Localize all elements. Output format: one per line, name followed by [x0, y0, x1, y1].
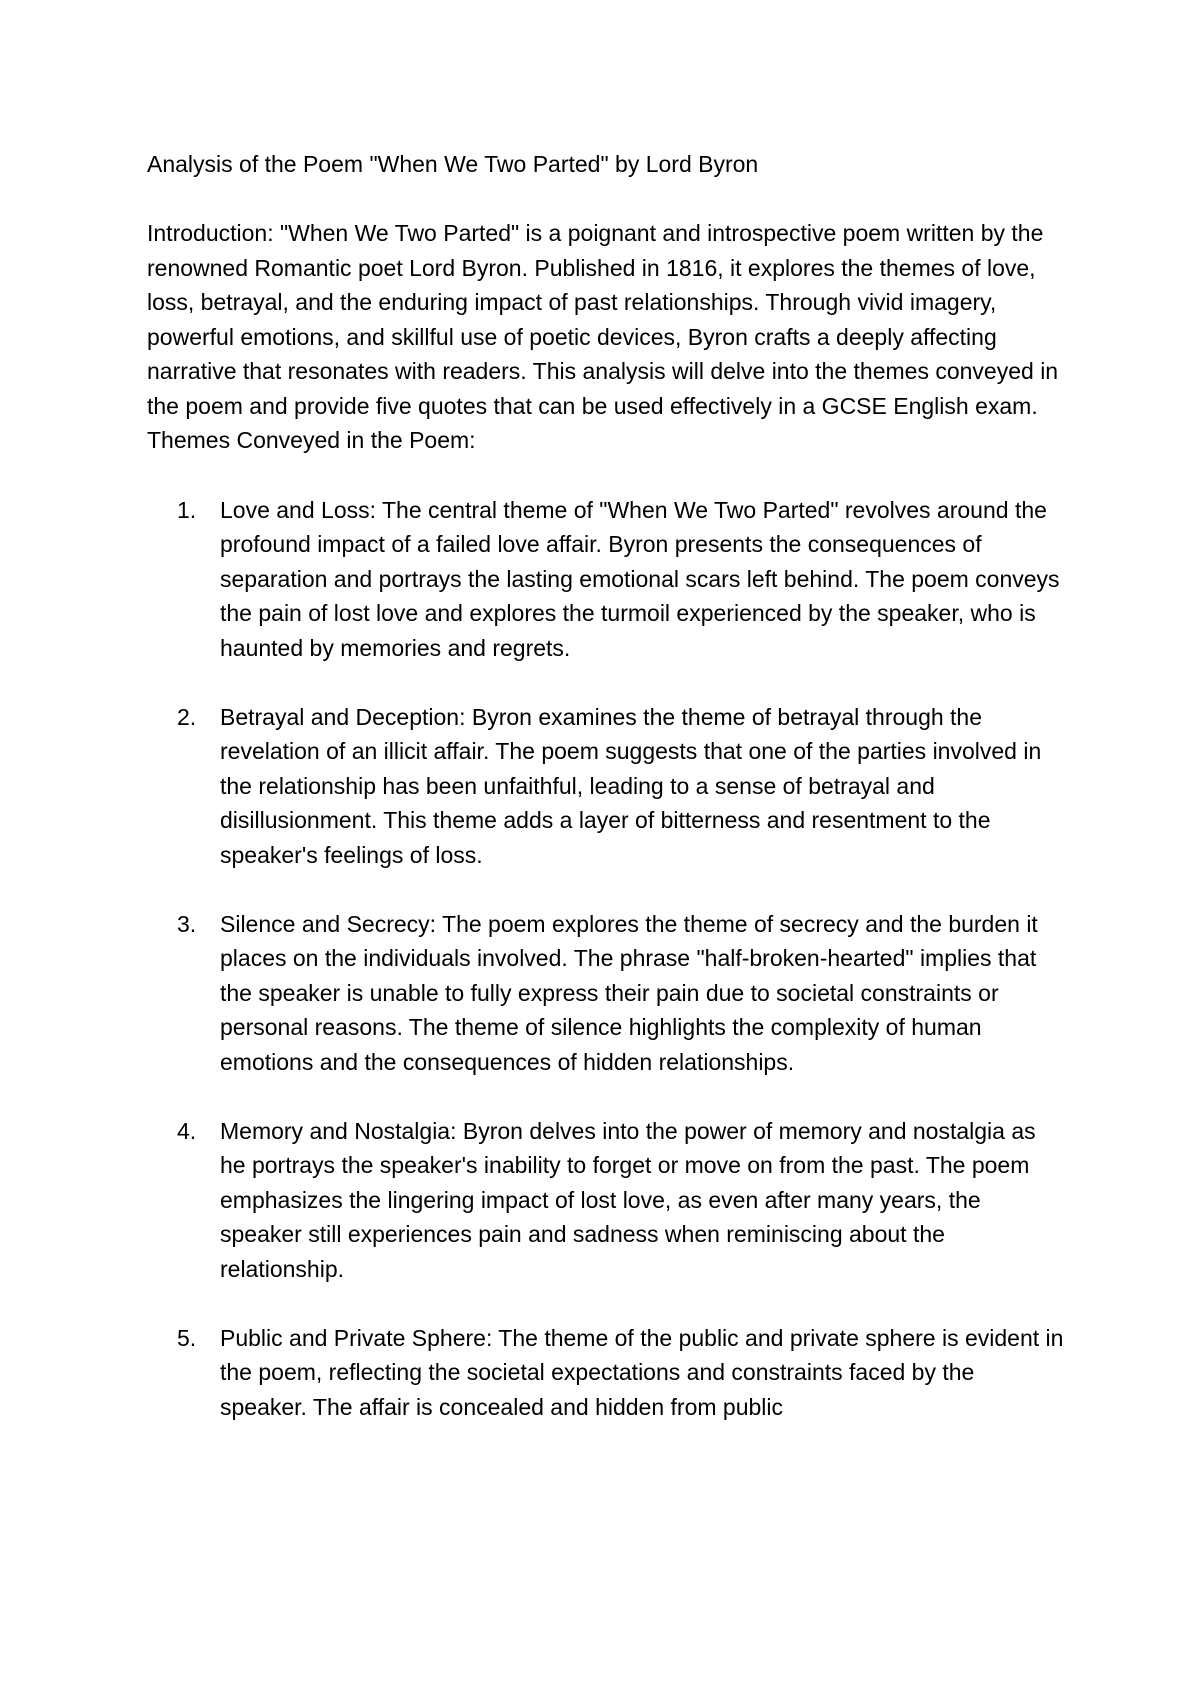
list-item [147, 493, 1067, 666]
introduction-paragraph: Introduction: "When We Two Parted" is a poignant and introspective poem written by the renowned Romantic poet Lord Byron. Published in 1816, it explores the themes of love, loss, betrayal, and the enduring impact of past relationships. Through vivid imagery, powerful emotions, and skillful use of poetic devices, Byron crafts a deeply affecting narrative that resonates with readers. This analysis will delve into the themes conveyed in the poem and provide five quotes that can be used effectively in a GCSE English exam. [147, 220, 1059, 419]
list-item-text: Betrayal and Deception: Byron examines the theme of betrayal through the revelation of an illicit affair. The poem suggests that one of the parties involved in the relationship has been unfaithful, leading to a sense of betrayal and disillusionment. This theme adds a layer of bitterness and resentment to the speaker's feelings of loss. [220, 703, 1042, 868]
list-item [147, 700, 1067, 873]
list-item-number: 2. [177, 703, 197, 730]
list-item-number: 5. [177, 1324, 197, 1351]
list-item-text: Silence and Secrecy: The poem explores the theme of secrecy and the burden it places on the individuals involved. The phrase "half-broken-hearted" implies that the speaker is unable to fully express their pain due to societal constraints or personal reasons. The theme of silence highlights the complexity of human emotions and the consequences of hidden relationships. [220, 910, 1038, 1075]
document-title: Analysis of the Poem "When We Two Parted" by Lord Byron [147, 151, 759, 177]
themes-list [147, 493, 1067, 1425]
list-item [147, 907, 1067, 1080]
list-item-number: 3. [177, 910, 197, 937]
list-item-number: 4. [177, 1117, 197, 1144]
list-item [147, 1114, 1067, 1287]
list-item [147, 1321, 1067, 1425]
list-item-number: 1. [177, 496, 197, 523]
list-item-text: Public and Private Sphere: The theme of the public and private sphere is evident in the poem, reflecting the societal expectations and constraints faced by the speaker. The affair is concealed and hidden from public [220, 1324, 1064, 1420]
list-item-text: Memory and Nostalgia: Byron delves into the power of memory and nostalgia as he portrays the speaker's inability to forget or move on from the past. The poem emphasizes the lingering impact of lost love, as even after many years, the speaker still experiences pain and sadness when reminiscing about the relationship. [220, 1117, 1036, 1282]
themes-heading: Themes Conveyed in the Poem: [147, 427, 476, 453]
list-item-text: Love and Loss: The central theme of "When We Two Parted" revolves around the profound impact of a failed love affair. Byron presents the consequences of separation and portrays the lasting emotional scars left behind. The poem conveys the pain of lost love and explores the turmoil experienced by the speaker, who is haunted by memories and regrets. [220, 496, 1060, 661]
document-body [147, 147, 1067, 1459]
